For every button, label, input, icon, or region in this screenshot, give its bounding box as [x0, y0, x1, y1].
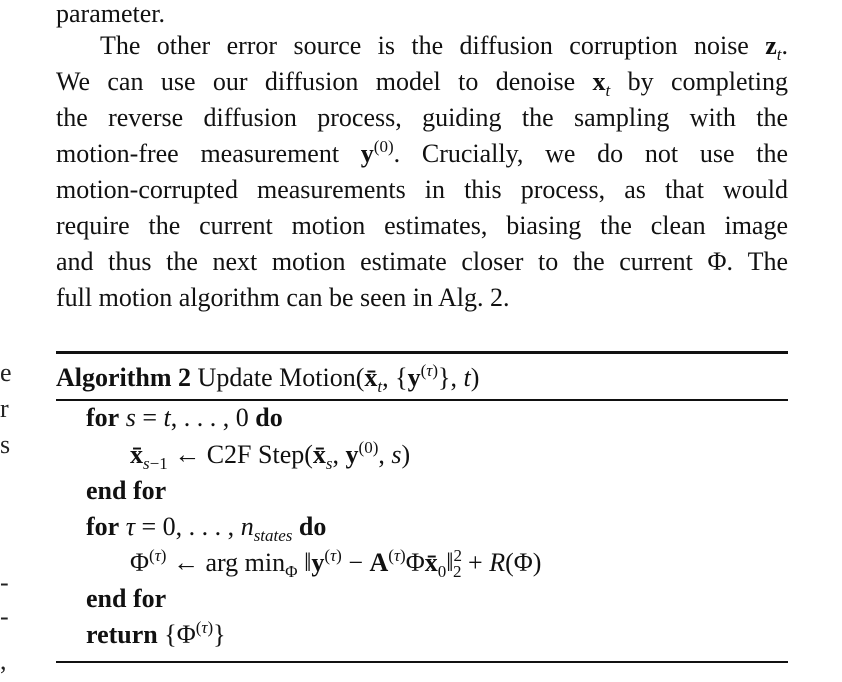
text-line: We can use our diffusion model to denoise $x_t$ by completing	[56, 67, 788, 100]
left-column-fragment: -	[0, 602, 9, 631]
algorithm-line-end-for: end for	[86, 476, 167, 505]
math-x-t: x	[592, 67, 606, 96]
left-column-fragment: s	[0, 430, 11, 459]
left-column-fragment: e	[0, 358, 12, 387]
text-line: full motion algorithm can be seen in Alg. 2.	[56, 283, 510, 312]
algorithm-bottom-rule	[56, 661, 788, 663]
left-column-fragment: -	[0, 568, 9, 597]
text-line: parameter.	[56, 0, 165, 28]
text-line: and thus the next motion estimate closer to the current Φ. The	[56, 247, 788, 276]
math-z-t: z	[765, 31, 777, 60]
algorithm-line-for-tau: for τ = 0, . . . , $n_{states}$ do	[86, 512, 327, 545]
text-line: The other error source is the diffusion corruption noise $z_t$.	[100, 31, 788, 64]
algorithm-line-c2f-step: $x̄_{s-1}$ ← C2F $Step(x̄_s$, $y^{(0)}$, s)	[130, 438, 411, 473]
text-line: require the current motion estimates, biasing the clean image	[56, 211, 788, 240]
text-line: the reverse diffusion process, guiding the sampling with the	[56, 103, 788, 132]
algorithm-line-for-s: for s = t, . . . , 0 do	[86, 403, 283, 432]
algorithm-line-end-for: end for	[86, 584, 167, 613]
algorithm-caption: Algorithm 2 Update $Motion(x̄_t$, $\{y^{(\tau)}\}$, t)	[56, 361, 480, 396]
algorithm-line-argmin: $\Phi^{(\tau)}$ ← arg $\min_\Phi$ $‖y^{(\tau)}$ − $A^{(\tau)}\Phi x̄_0‖^2_2 + R(\Phi)$	[130, 546, 542, 581]
left-column-fragment: r	[0, 394, 9, 423]
body-paragraph	[56, 0, 788, 316]
text-line: motion-free measurement $y^{(0)}$. Crucially, we do not use the	[56, 137, 788, 168]
algorithm-name: Update Motion	[197, 363, 356, 392]
algorithm-top-rule	[56, 351, 788, 354]
algorithm-label: Algorithm 2	[56, 363, 192, 392]
text-line: motion-corrupted measurements in this process, as that would	[56, 175, 788, 204]
algorithm-line-return: return $\{\Phi^{(\tau)}\}$	[86, 618, 226, 649]
math-y-0: y	[360, 139, 374, 168]
left-column-fragment: ,	[0, 646, 7, 675]
